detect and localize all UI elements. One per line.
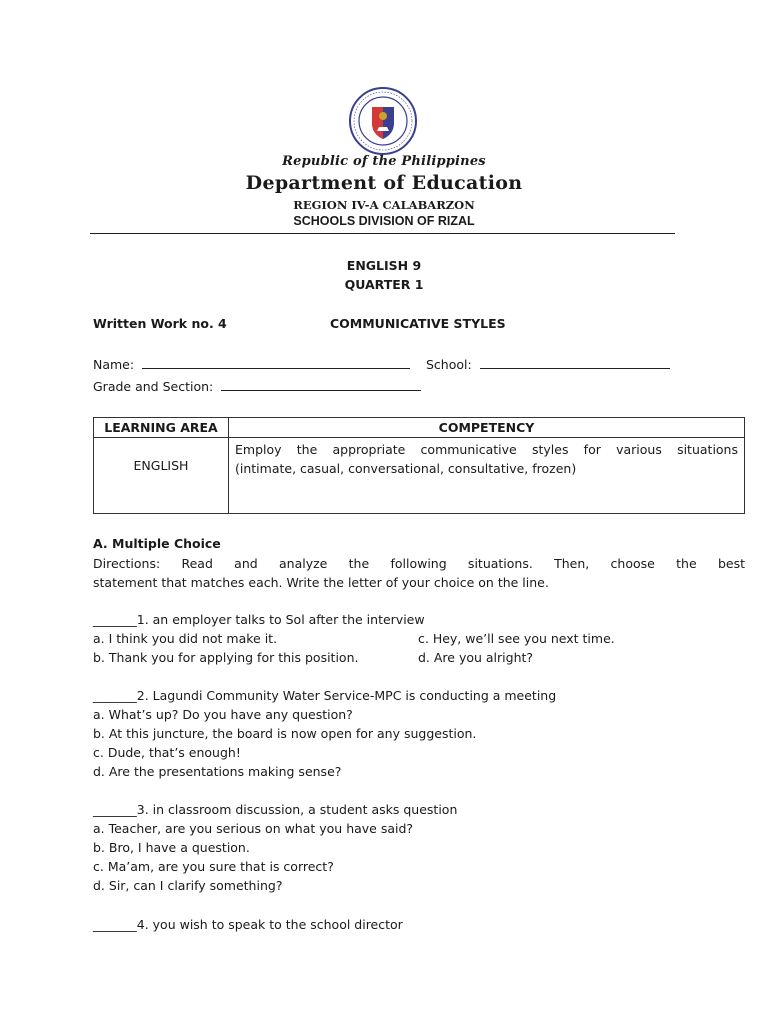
competency-line-2: (intimate, casual, conversational, consultative, frozen) <box>235 461 577 476</box>
written-work-label: Written Work no. 4 <box>93 316 227 331</box>
q3-option-b: b. Bro, I have a question. <box>93 840 250 855</box>
q1-option-a: a. I think you did not make it. <box>93 631 278 646</box>
answer-blank[interactable]: _______ <box>93 612 137 627</box>
school-row <box>426 356 670 372</box>
question-1-stem: _______1. an employer talks to Sol after the interview <box>93 612 425 627</box>
header-divider <box>90 233 675 234</box>
region-heading: REGION IV-A CALABARZON <box>293 198 475 212</box>
question-2-stem: _______2. Lagundi Community Water Service-MPC is conducting a meeting <box>93 688 557 703</box>
subject-title: ENGLISH 9 <box>346 258 422 273</box>
q2-option-b: b. At this juncture, the board is now open for any suggestion. <box>93 726 477 741</box>
grade-label: Grade and Section: <box>93 379 214 394</box>
name-label: Name: <box>93 357 135 372</box>
q3-option-d: d. Sir, can I clarify something? <box>93 878 283 893</box>
question-3-stem: _______3. in classroom discussion, a student asks question <box>93 802 458 817</box>
question-4-stem: _______4. you wish to speak to the school director <box>93 917 403 932</box>
quarter-title: QUARTER 1 <box>344 277 424 292</box>
answer-blank[interactable]: _______ <box>93 802 137 817</box>
table-row <box>94 438 745 514</box>
topic-label: COMMUNICATIVE STYLES <box>330 316 506 331</box>
school-label: School: <box>426 357 472 372</box>
q1-option-c: c. Hey, we’ll see you next time. <box>418 631 615 646</box>
answer-blank[interactable]: _______ <box>93 688 137 703</box>
learning-area-cell: ENGLISH <box>94 438 229 514</box>
directions <box>93 554 745 592</box>
department-heading: Department of Education <box>245 172 523 194</box>
answer-blank[interactable]: _______ <box>93 917 137 932</box>
q1-option-d: d. Are you alright? <box>418 650 534 665</box>
grade-row <box>93 378 421 394</box>
q3-option-c: c. Ma’am, are you sure that is correct? <box>93 859 334 874</box>
republic-heading: Republic of the Philippines <box>282 154 486 169</box>
name-row <box>93 356 410 372</box>
directions-line-1: Directions: Read and analyze the following situations. Then, choose the best <box>93 556 745 571</box>
q2-option-c: c. Dude, that’s enough! <box>93 745 241 760</box>
section-a-heading: A. Multiple Choice <box>93 536 221 551</box>
competency-header: COMPETENCY <box>229 418 745 438</box>
table-header-row <box>94 418 745 438</box>
school-field[interactable] <box>480 356 670 369</box>
q2-option-d: d. Are the presentations making sense? <box>93 764 342 779</box>
grade-section-field[interactable] <box>221 378 421 391</box>
directions-line-2: statement that matches each. Write the letter of your choice on the line. <box>93 575 549 590</box>
learning-area-header: LEARNING AREA <box>94 418 229 438</box>
q1-option-b: b. Thank you for applying for this position. <box>93 650 359 665</box>
competency-cell <box>229 438 745 514</box>
competency-table <box>93 417 745 514</box>
q3-option-a: a. Teacher, are you serious on what you have said? <box>93 821 414 836</box>
name-field[interactable] <box>142 356 410 369</box>
deped-seal-logo <box>343 87 423 155</box>
q2-option-a: a. What’s up? Do you have any question? <box>93 707 353 722</box>
division-heading: SCHOOLS DIVISION OF RIZAL <box>293 214 475 228</box>
competency-line-1: Employ the appropriate communicative styles for various situations <box>235 442 738 457</box>
